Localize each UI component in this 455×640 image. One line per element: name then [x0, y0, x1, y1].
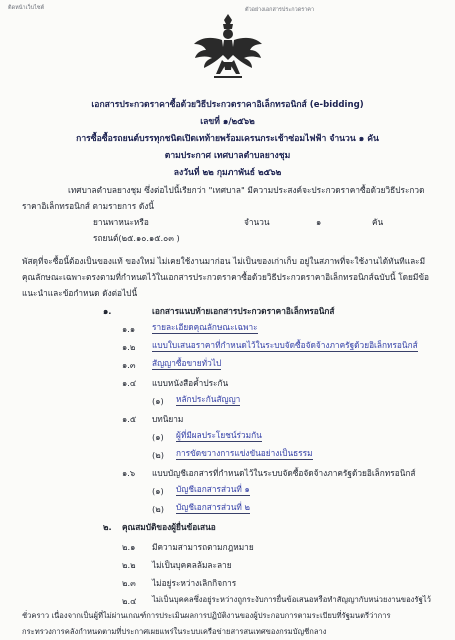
s1-sub-text[interactable]: การขัดขวางการแข่งขันอย่างเป็นธรรม [176, 448, 313, 458]
s2-item-text: ไม่เป็นบุคคลซึ่งอยู่ระหว่างถูกระงับการยื่นข้อเสนอหรือทำสัญญากับหน่วยงานของรัฐไว้ [152, 595, 431, 604]
s1-sub-num: (๒) [152, 504, 164, 514]
doc-number: เลขที่ ๑/๒๕๖๒ [200, 117, 255, 127]
s1-sub-num: (๒) [152, 450, 164, 460]
doc-announcement: ตามประกาศ เทศบาลตำบลยางชุม [164, 151, 291, 161]
s2-item-num: ๒.๑ [122, 542, 136, 552]
s1-sub-num: (๑) [152, 396, 164, 406]
s1-sub-text[interactable]: หลักประกันสัญญา [176, 394, 241, 404]
s1-item-num: ๑.๖ [122, 468, 136, 478]
s2-cont-line-1: ชั่วคราว เนื่องจากเป็นผู้ที่ไม่ผ่านเกณฑ์การประเมินผลการปฏิบัติงานของผู้ประกอบการตามระเบียบที่รัฐมนตรีว่าการ [22, 611, 391, 620]
top-left-note: ติดหน้าเว็บไซต์ [8, 5, 45, 11]
para2-line-1: พัสดุที่จะซื้อนี้ต้องเป็นของแท้ ของใหม่ ไม่เคยใช้งานมาก่อน ไม่เป็นของเก่าเก็บ อยู่ในสภาพที่จะใช้งานได้ทันทีและมี [22, 256, 426, 266]
s1-sub-text[interactable]: บัญชีเอกสารส่วนที่ ๑ [176, 484, 250, 494]
item-name-line-1: ยานพาหนะหรือ [93, 217, 149, 227]
s1-sub-text[interactable]: บัญชีเอกสารส่วนที่ ๒ [176, 502, 250, 512]
s1-item-text: แบบหนังสือค้ำประกัน [152, 378, 229, 388]
doc-date: ลงวันที่ ๒๒ กุมภาพันธ์ ๒๕๖๒ [173, 168, 282, 178]
section1-number: ๑. [103, 306, 112, 316]
s1-item-num: ๑.๕ [122, 414, 137, 424]
s2-item-text: มีความสามารถตามกฎหมาย [152, 542, 254, 552]
para2-line-2: คุณลักษณะเฉพาะตรงตามที่กำหนดไว้ในเอกสารประกวดราคาซื้อด้วยวิธีประกวดราคาอิเล็กทรอนิกส์ฉบับนี้ โดยมีข้อ [22, 272, 430, 282]
s1-item-text[interactable]: แบบใบเสนอราคาที่กำหนดไว้ในระบบจัดซื้อจัดจ้างภาครัฐด้วยอิเล็กทรอนิกส์ [152, 340, 418, 350]
item-name-line-2: รถยนต์(๒๕.๑๐.๑๕.๐๓ ) [93, 233, 180, 243]
s2-item-text: ไม่เป็นบุคคลล้มละลาย [152, 560, 232, 570]
item-unit: คัน [372, 217, 384, 227]
s2-cont-line-2: กระทรวงการคลังกำหนดตามที่ประกาศเผยแพร่ในระบบเครือข่ายสารสนเทศของกรมบัญชีกลาง [22, 627, 327, 636]
section2-heading: คุณสมบัติของผู้ยื่นข้อเสนอ [122, 522, 216, 532]
s2-item-num: ๒.๓ [122, 578, 136, 588]
section2-number: ๒. [103, 522, 112, 532]
doc-title: เอกสารประกวดราคาซื้อด้วยวิธีประกวดราคาอิเล็กทรอนิกส์ (e-bidding) [91, 100, 364, 110]
intro-line-2: ราคาอิเล็กทรอนิกส์ ตามรายการ ดังนี้ [22, 201, 154, 211]
s1-item-num: ๑.๔ [122, 378, 137, 388]
s1-item-num: ๑.๓ [122, 360, 136, 370]
section1-heading: เอกสารแนบท้ายเอกสารประกวดราคาอิเล็กทรอนิกส์ [152, 306, 335, 316]
item-qty: ๑ [316, 217, 322, 227]
s1-item-text[interactable]: สัญญาซื้อขายทั่วไป [152, 358, 222, 368]
s1-sub-num: (๑) [152, 486, 164, 496]
item-qty-label: จำนวน [244, 217, 270, 227]
doc-subject: การซื้อซื้อรถยนต์บรรทุกชนิดเปิดเทท้ายพร้อมเครนกระเช้าซ่อมไฟฟ้า จำนวน ๑ คัน [76, 134, 379, 144]
s1-sub-num: (๑) [152, 432, 164, 442]
s1-sub-text[interactable]: ผู้ที่มีผลประโยชน์ร่วมกัน [176, 430, 262, 440]
s1-item-text: บทนิยาม [152, 414, 184, 424]
intro-line-1: เทศบาลตำบลยางชุม ซึ่งต่อไปนี้เรียกว่า "เทศบาล" มีความประสงค์จะประกวดราคาซื้อด้วยวิธีประกวด [68, 185, 425, 195]
s1-item-text: แบบบัญชีเอกสารที่กำหนดไว้ในระบบจัดซื้อจัดจ้างภาครัฐด้วยอิเล็กทรอนิกส์ [152, 468, 416, 478]
top-right-note: ตัวอย่างเอกสารประกวดราคา [245, 7, 315, 13]
s1-item-num: ๑.๑ [122, 324, 136, 334]
s2-item-num: ๒.๒ [122, 560, 136, 570]
para2-line-3: แนะนำและข้อกำหนด ดังต่อไปนี้ [22, 288, 138, 298]
s1-item-text[interactable]: รายละเอียดคุณลักษณะเฉพาะ [152, 322, 258, 332]
s2-item-num: ๒.๔ [122, 596, 137, 606]
garuda-emblem-icon [190, 10, 266, 86]
s1-item-num: ๑.๒ [122, 342, 136, 352]
s2-item-text: ไม่อยู่ระหว่างเลิกกิจการ [152, 578, 237, 588]
